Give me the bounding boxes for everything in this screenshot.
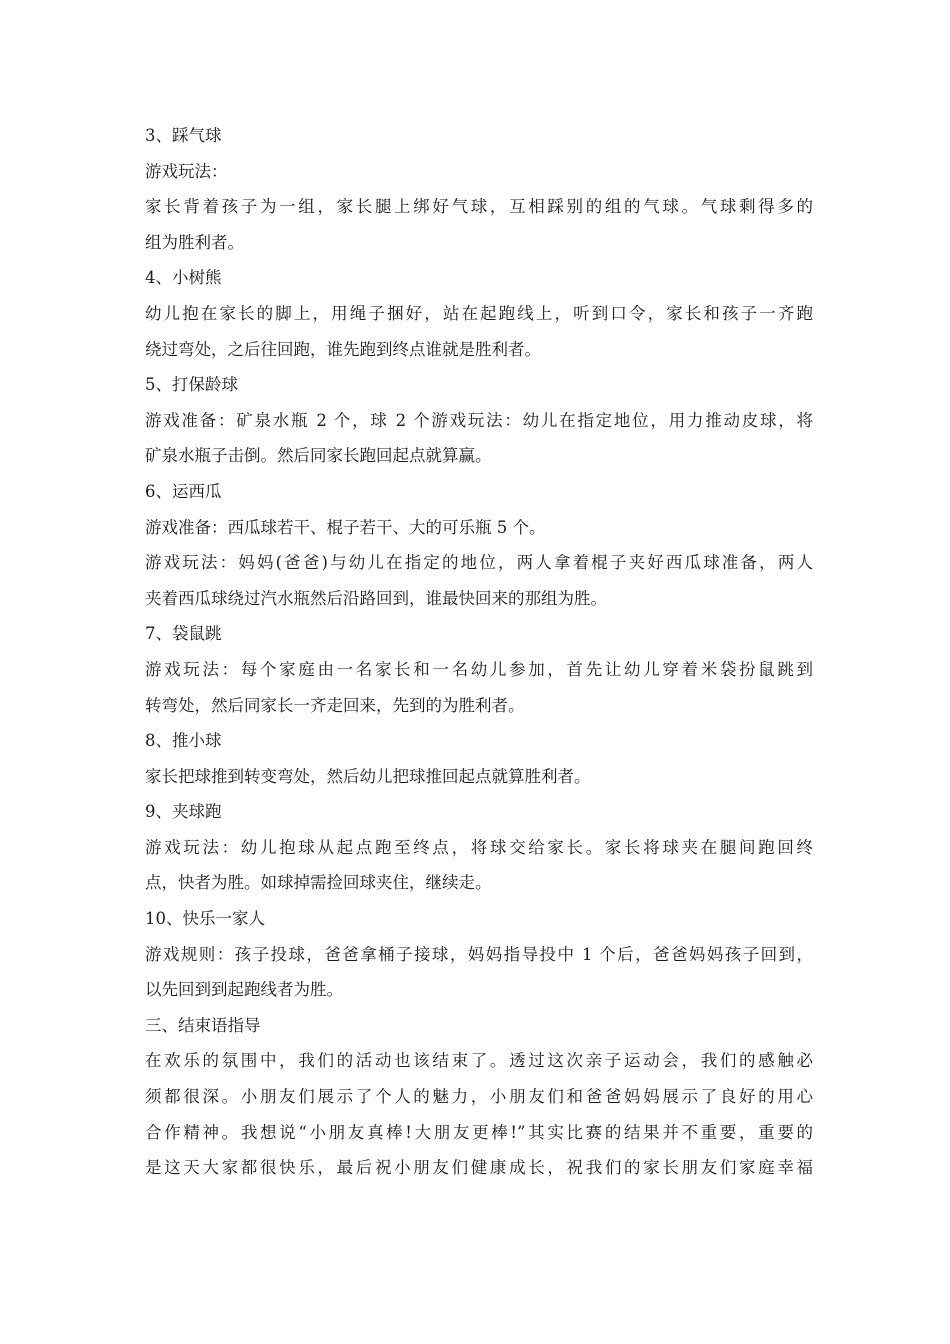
text-line: 游戏准备：矿泉水瓶 2 个，球 2 个游戏玩法：幼儿在指定地位，用力推动皮球，将: [145, 410, 813, 430]
text-line: 矿泉水瓶子击倒。然后同家长跑回起点就算赢。: [145, 446, 492, 466]
text-line: 游戏玩法：幼儿抱球从起点跑至终点，将球交给家长。家长将球夹在腿间跑回终: [145, 837, 813, 857]
heading-kangaroo-jump: 7、袋鼠跳: [145, 624, 222, 644]
heading-ball-run: 9、夹球跑: [145, 802, 222, 822]
heading-happy-family: 10、快乐一家人: [145, 909, 265, 929]
text-line: 家长把球推到转变弯处，然后幼儿把球推回起点就算胜利者。: [145, 766, 591, 786]
text-line: 夹着西瓜球绕过汽水瓶然后沿路回到，谁最快回来的那组为胜。: [145, 588, 607, 608]
text-line: 点，快者为胜。如球掉需捡回球夹住，继续走。: [145, 873, 492, 893]
text-line: 以先回到到起跑线者为胜。: [145, 980, 343, 1000]
text-line: 游戏玩法：每个家庭由一名家长和一名幼儿参加，首先让幼儿穿着米袋扮鼠跳到: [145, 659, 813, 679]
text-line: 绕过弯处，之后往回跑，谁先跑到终点谁就是胜利者。: [145, 339, 541, 359]
text-line: 游戏玩法：妈妈(爸爸)与幼儿在指定的地位，两人拿着棍子夹好西瓜球准备，两人: [145, 553, 813, 573]
text-line: 幼儿抱在家长的脚上，用绳子捆好，站在起跑线上，听到口令，家长和孩子一齐跑: [145, 303, 813, 323]
heading-carry-watermelon: 6、运西瓜: [145, 481, 222, 501]
heading-stomp-balloon: 3、踩气球: [145, 126, 222, 145]
text-line: 须都很深。小朋友们展示了个人的魅力，小朋友们和爸爸妈妈展示了良好的用心: [145, 1087, 813, 1107]
text-line: 游戏玩法：: [145, 161, 228, 181]
text-line: 家长背着孩子为一组，家长腿上绑好气球，互相踩别的组的气球。气球剩得多的: [145, 197, 813, 217]
text-line: 游戏准备：西瓜球若干、棍子若干、大的可乐瓶 5 个。: [145, 517, 546, 537]
text-line: 转弯处，然后同家长一齐走回来，先到的为胜利者。: [145, 695, 525, 715]
text-line: 在欢乐的氛围中，我们的活动也该结束了。透过这次亲子运动会，我们的感触必: [145, 1051, 813, 1071]
text-line: 组为胜利者。: [145, 232, 244, 252]
document-body: [145, 118, 813, 1186]
heading-closing-remarks: 三、结束语指导: [145, 1015, 261, 1035]
heading-koala: 4、小树熊: [145, 268, 222, 288]
text-line: 游戏规则：孩子投球，爸爸拿桶子接球，妈妈指导投中 1 个后，爸爸妈妈孩子回到，: [145, 944, 813, 964]
text-line: 合作精神。我想说“小朋友真棒!大朋友更棒!”其实比赛的结果并不重要，重要的: [145, 1122, 813, 1142]
heading-bowling: 5、打保龄球: [145, 375, 238, 395]
text-line: 是这天大家都很快乐，最后祝小朋友们健康成长，祝我们的家长朋友们家庭幸福: [145, 1158, 813, 1178]
heading-push-ball: 8、推小球: [145, 731, 222, 751]
